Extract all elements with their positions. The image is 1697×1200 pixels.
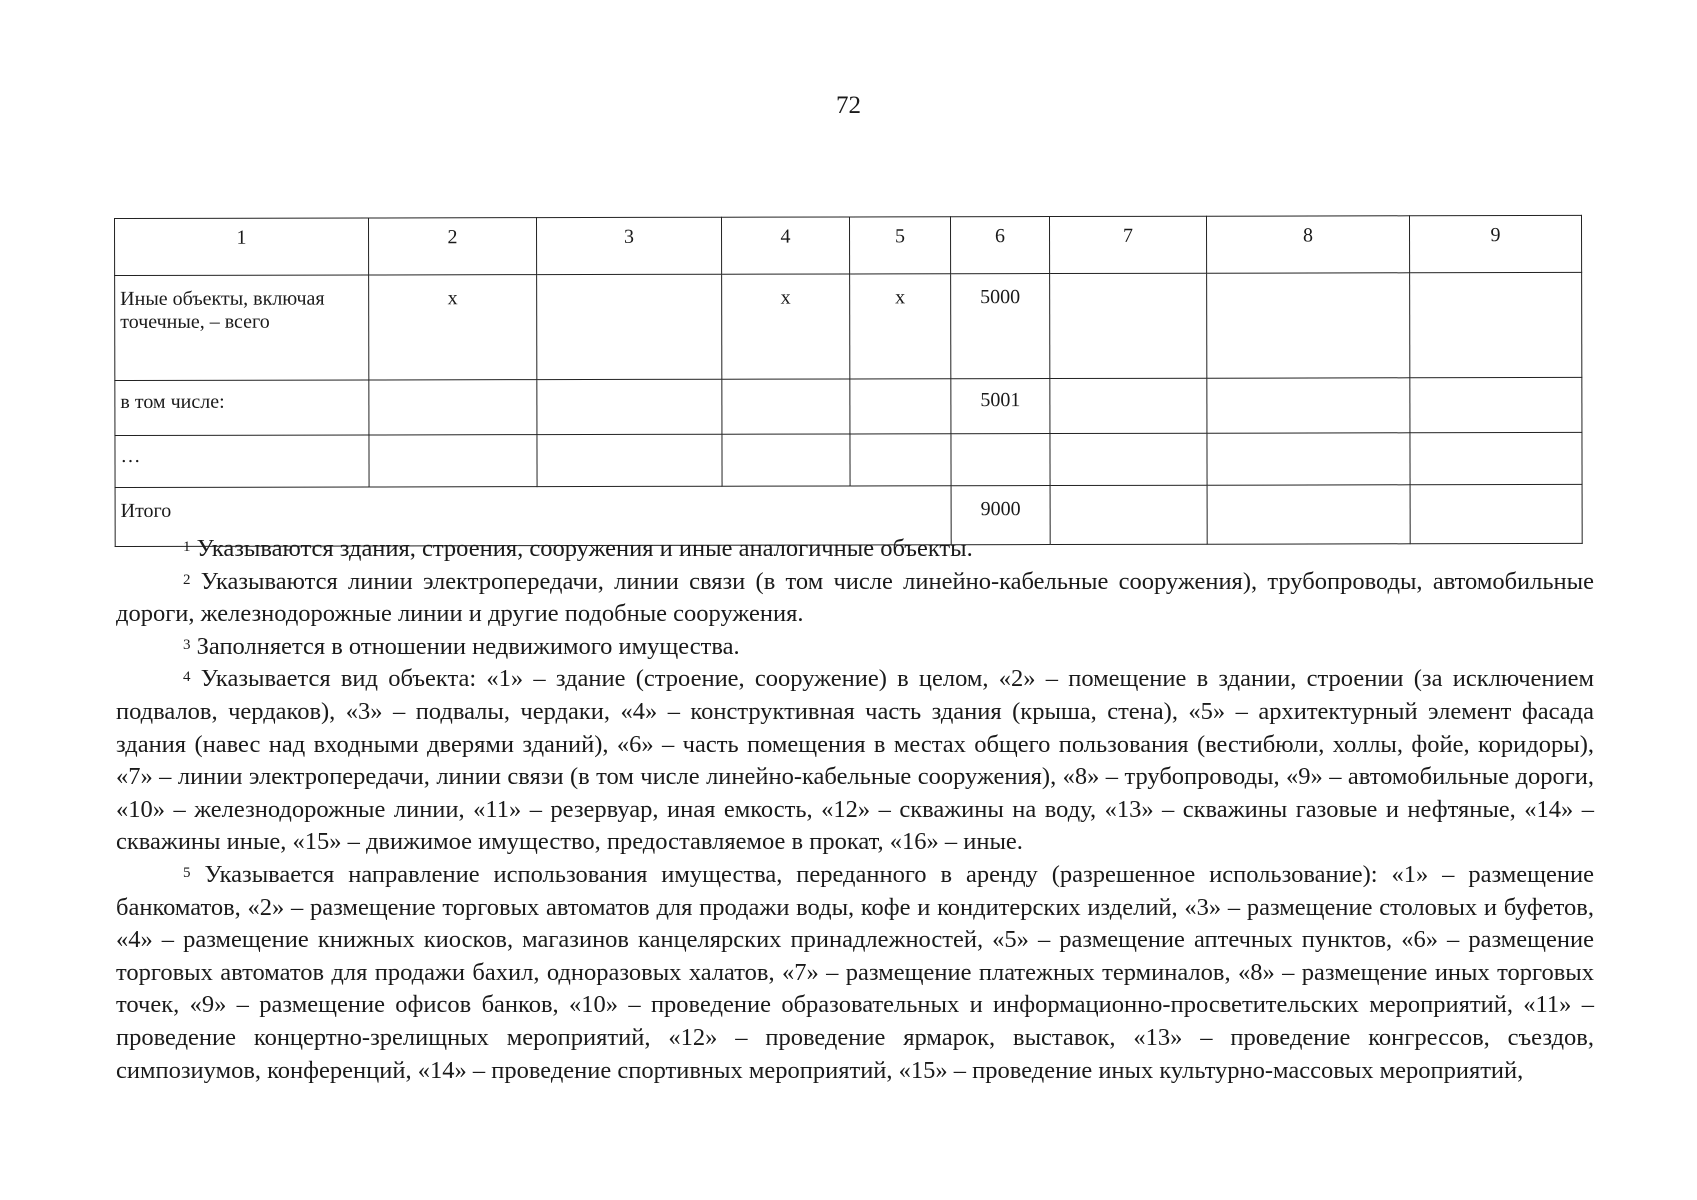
table-row (115, 432, 1582, 487)
table-cell (1207, 378, 1410, 433)
total-code-cell: 9000 (951, 486, 1050, 545)
table-cell (1410, 377, 1582, 432)
footnote-text: Указывается вид объекта: «1» – здание (строение, сооружение) в целом, «2» – помещение в здании, строении (за исключением подвалов, чердаков), «3» – подвалы, чердаки, «4» – конструктивная часть здания (крыша, стена), «5» – архитектурный элемент фасада здания (навес над входными дверями зданий), «6» – часть помещения в местах общего пользования (вестибюли, холлы, фойе, коридоры), «7» – линии электропередачи, линии связи (в том числе линейно-кабельные сооружения), «8» – трубопроводы, «9» – автомобильные дороги, «10» – железнодорожные линии, «11» – резервуар, иная емкость, «12» – скважины на воду, «13» – скважины газовые и нефтяные, «14» – скважины иные, «15» – движимое имущество, предоставляемое в прокат, «16» – иные. (116, 665, 1594, 856)
row-label: в том числе: (115, 380, 369, 436)
footnote (116, 533, 1594, 566)
footnote (116, 631, 1594, 664)
footnote-mark: 2 (183, 571, 191, 588)
column-header: 9 (1409, 215, 1581, 272)
footnote-mark: 5 (183, 864, 191, 881)
footnote-text: Заполняется в отношении недвижимого имущества. (196, 632, 740, 660)
table-cell (537, 274, 722, 379)
line-code-cell: 5000 (951, 274, 1050, 379)
data-table (114, 215, 1583, 547)
table-cell (537, 379, 722, 434)
table-cell (1207, 433, 1410, 485)
row-label: Иные объекты, включая точечные, – всего (115, 275, 369, 381)
footnote-mark: 1 (183, 539, 191, 555)
table-row (115, 272, 1582, 380)
table-cell (369, 435, 537, 487)
line-code-cell (951, 434, 1050, 486)
table-row (115, 377, 1582, 435)
table-header-row (115, 215, 1582, 275)
table-cell: х (850, 274, 951, 379)
table-cell (1050, 378, 1207, 433)
footnote-text: Указываются здания, строения, сооружения и иные аналогичные объекты. (196, 535, 973, 562)
footnote-mark: 4 (183, 669, 191, 686)
footnote-text: Указывается направление использования имущества, переданного в аренду (разрешенное использование): «1» – размещение банкоматов, «2» – размещение торговых автоматов для продажи воды, кофе и кондитерских изделий, «3» – размещение столовых и буфетов, «4» – размещение книжных киосков, магазинов канцелярских принадлежностей, «5» – размещение аптечных пунктов, «6» – размещение торговых автоматов для продажи бахил, одноразовых халатов, «7» – размещение платежных терминалов, «8» – размещение иных торговых точек, «9» – размещение офисов банков, «10» – проведение образовательных и информационно-просветительских мероприятий, «11» – проведение концертно-зрелищных мероприятий, «12» – проведение ярмарок, выставок, «13» – проведение конгрессов, съездов, симпозиумов, конференций, «14» – проведение спортивных мероприятий, «15» – проведение иных культурно-массовых мероприятий, (116, 860, 1594, 1084)
table-cell (850, 434, 951, 486)
footnote (116, 859, 1594, 1087)
table-cell (722, 379, 850, 434)
table-cell (850, 379, 951, 434)
table-cell: х (369, 275, 537, 380)
column-header: 6 (950, 217, 1049, 274)
table-cell (1050, 273, 1207, 378)
column-header: 4 (721, 217, 849, 274)
column-header: 1 (115, 218, 369, 276)
table-cell (722, 434, 850, 486)
column-header: 3 (537, 217, 722, 274)
footnotes (116, 533, 1594, 1087)
footnote-mark: 3 (183, 636, 191, 653)
table-cell (369, 380, 537, 435)
footnote-text: Указываются линии электропередачи, линии связи (в том числе линейно-кабельные сооружения), трубопроводы, автомобильные дороги, железнодорожные линии и другие подобные сооружения. (116, 567, 1594, 628)
table-cell (1410, 272, 1582, 377)
column-header: 7 (1049, 216, 1206, 273)
table-cell (1207, 273, 1410, 378)
column-header: 2 (369, 218, 537, 275)
table-cell: х (722, 274, 850, 379)
total-label: Итого (115, 486, 951, 547)
column-header: 8 (1206, 216, 1409, 273)
table-cell (1410, 432, 1582, 484)
table-cell (537, 434, 722, 486)
footnote (116, 566, 1594, 631)
row-label: … (115, 435, 369, 488)
table-cell (1050, 433, 1207, 485)
page-number: 72 (836, 92, 861, 119)
footnote (116, 663, 1594, 859)
column-header: 5 (849, 217, 950, 274)
line-code-cell: 5001 (951, 379, 1050, 434)
